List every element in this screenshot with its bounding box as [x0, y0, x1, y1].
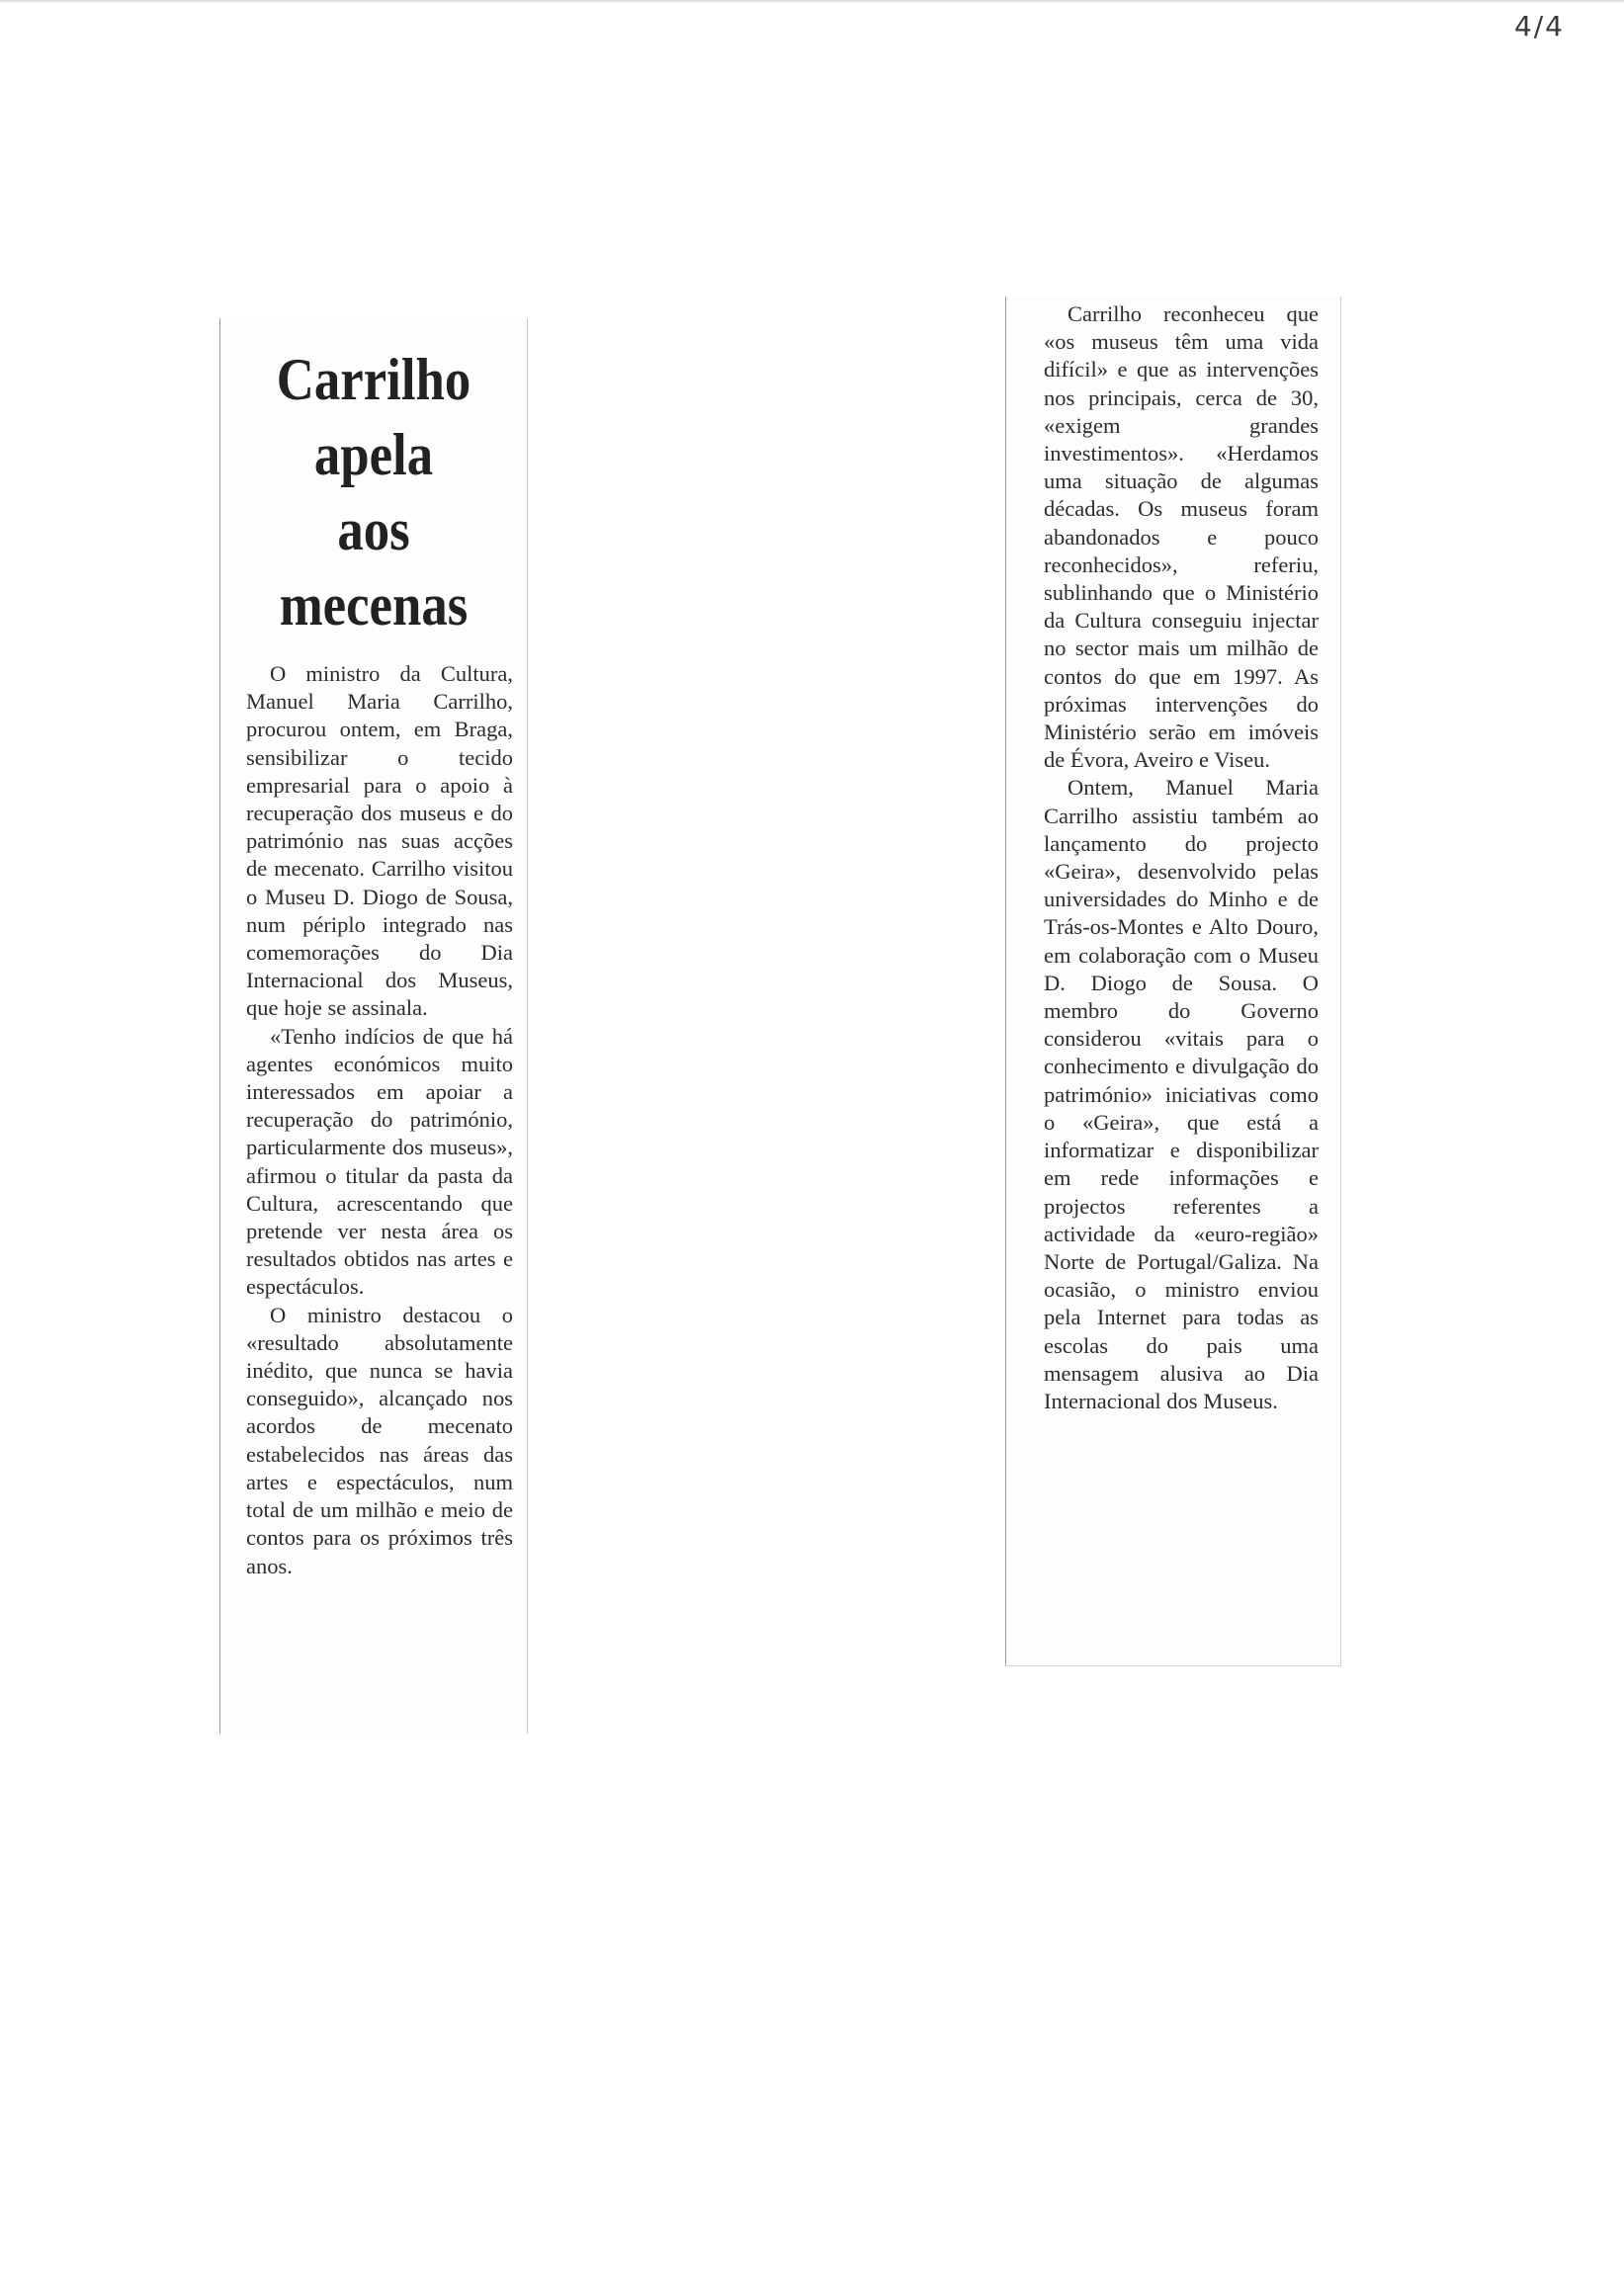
headline-line: aos	[337, 497, 410, 562]
article-headline	[239, 342, 509, 642]
article-column-right	[1006, 297, 1340, 1415]
page-number: 4/4	[1513, 10, 1565, 42]
headline-line: apela	[313, 422, 434, 487]
article-paragraph: O ministro destacou o «resultado absolutamente inédito, que nunca se havia conseguido», alcançado nos acordos de mecenato estabelecidos nas áreas das artes e espectáculos, num total de um milhão e meio de contos para os próximos três anos.	[246, 1302, 513, 1578]
headline-line: mecenas	[279, 572, 469, 637]
newspaper-clipping-left	[219, 318, 528, 1734]
article-column-left	[220, 660, 527, 1580]
article-paragraph: Carrilho reconheceu que «os museus têm uma vida difícil» e que as intervenções nos principais, cerca de 30, «exigem grandes investimentos». «Herdamos uma situação de algumas décadas. Os museus foram abandonados e pouco reconhecidos», referiu, sublinhando que o Ministério da Cultura conseguiu injectar no sector mais um milhão de contos do que em 1997. As próximas intervenções do Ministério serão em imóveis de Évora, Aveiro e Viseu.	[1044, 301, 1319, 773]
article-paragraph: O ministro da Cultura, Manuel Maria Carrilho, procurou ontem, em Braga, sensibilizar o tecido empresarial para o apoio à recuperação dos museus e do património nas suas acções de mecenato. Carrilho visitou o Museu D. Diogo de Sousa, num périplo integrado nas comemorações do Dia Internacional dos Museus, que hoje se assinala.	[246, 661, 513, 1021]
article-paragraph: «Tenho indícios de que há agentes económicos muito interessados em apoiar a recuperação do património, particularmente dos museus», afirmou o titular da pasta da Cultura, acrescentando que pretende ver nesta área os resultados obtidos nas artes e espectáculos.	[246, 1023, 513, 1300]
headline-line: Carrilho	[276, 347, 471, 412]
article-paragraph: Ontem, Manuel Maria Carrilho assistiu também ao lançamento do projecto «Geira», desenvolvido pelas universidades do Minho e de Trás-os-Montes e Alto Douro, em colaboração com o Museu D. Diogo de Sousa. O membro do Governo considerou «vitais para o conhecimento e divulgação do património» iniciativas como o «Geira», que está a informatizar e disponibilizar em rede informações e projectos referentes a actividade da «euro-região» Norte de Portugal/Galiza. Na ocasião, o ministro enviou pela Internet para todas as escolas do pais uma mensagem alusiva ao Dia Internacional dos Museus.	[1044, 775, 1319, 1413]
newspaper-clipping-right	[1005, 297, 1341, 1666]
page-top-edge	[0, 0, 1624, 3]
